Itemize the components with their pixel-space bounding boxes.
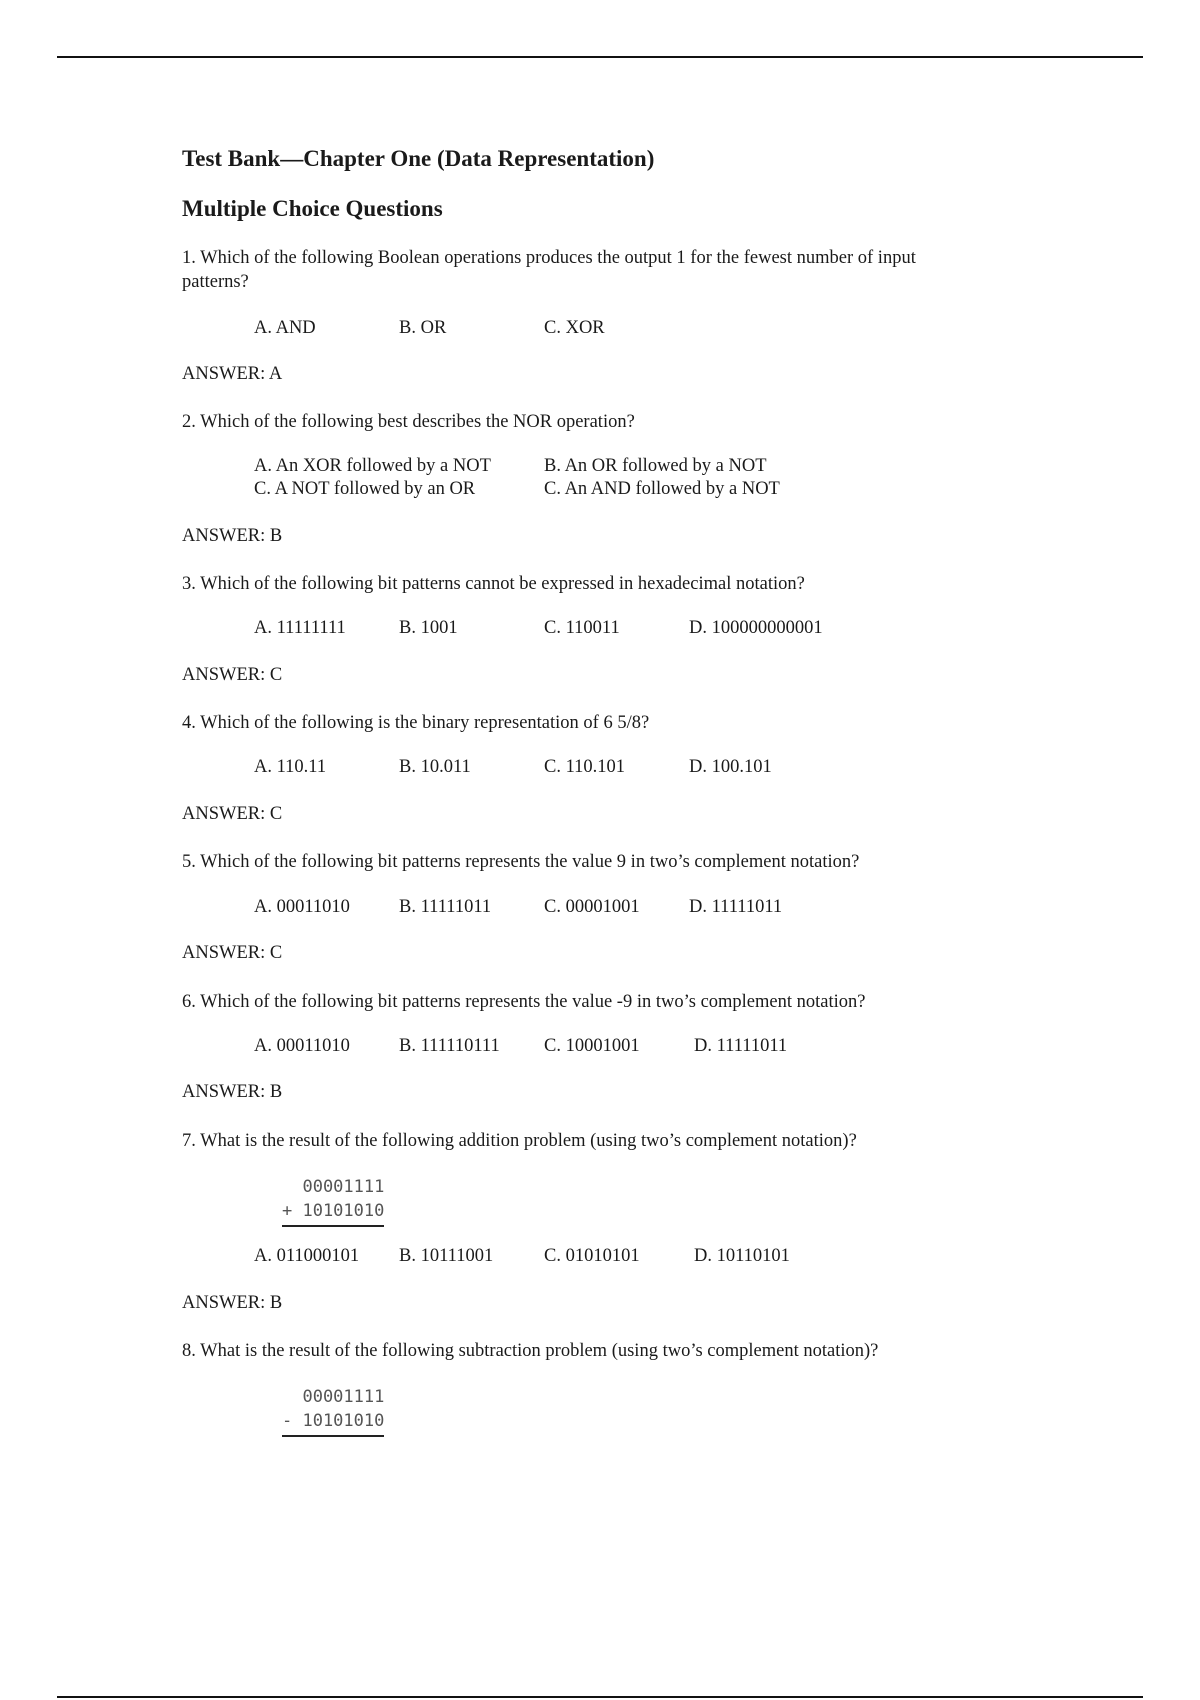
option-c: C. 10001001 [544,1036,640,1056]
question-1: 1. Which of the following Boolean operations produces the output 1 for the fewest number of input patterns? [182,248,916,292]
answer-q3: ANSWER: C [182,665,283,685]
option-a: A. 00011010 [254,897,350,917]
subtraction-problem [282,1385,384,1433]
option-a: A. 00011010 [254,1036,350,1056]
option-b: B. 11111011 [399,897,492,917]
question-3: 3. Which of the following bit patterns cannot be expressed in hexadecimal notation? [182,574,805,594]
option-d: D. 100.101 [689,757,772,777]
answer-q2: ANSWER: B [182,526,283,546]
section-heading: Multiple Choice Questions [182,196,443,221]
operand-bottom: - 10101010 [282,1409,384,1437]
option-c: C. 01010101 [544,1246,640,1266]
option-c: C. 110011 [544,618,620,638]
question-5: 5. Which of the following bit patterns represents the value 9 in two’s complement notation? [182,852,860,872]
option-d: D. 11111011 [694,1036,788,1056]
option-b: B. OR [399,318,447,338]
option-d: D. 100000000001 [689,618,823,638]
top-rule [57,56,1143,58]
option-c: C. A NOT followed by an OR [254,479,476,499]
answer-q4: ANSWER: C [182,804,283,824]
option-b: B. 1001 [399,618,458,638]
option-c-alt: C. An AND followed by a NOT [544,479,780,499]
option-a: A. An XOR followed by a NOT [254,456,491,476]
addition-problem [282,1175,384,1223]
bottom-rule [57,1696,1143,1698]
option-c: C. XOR [544,318,605,338]
option-c: C. 00001001 [544,897,640,917]
option-a: A. 11111111 [254,618,346,638]
option-b: B. 10111001 [399,1246,494,1266]
option-b: B. 10.011 [399,757,471,777]
page-title: Test Bank—Chapter One (Data Representation) [182,146,655,171]
question-4: 4. Which of the following is the binary representation of 6 5/8? [182,713,650,733]
option-c: C. 110.101 [544,757,626,777]
answer-q1: ANSWER: A [182,364,283,384]
question-2: 2. Which of the following best describes the NOR operation? [182,412,635,432]
question-8: 8. What is the result of the following subtraction problem (using two’s complement notation)? [182,1341,879,1361]
answer-q7: ANSWER: B [182,1293,283,1313]
answer-q6: ANSWER: B [182,1082,283,1102]
question-7: 7. What is the result of the following addition problem (using two’s complement notation)? [182,1131,857,1151]
operand-top: 00001111 [282,1177,385,1197]
option-a: A. AND [254,318,316,338]
operand-top: 00001111 [282,1387,385,1407]
option-a: A. 110.11 [254,757,327,777]
option-d: D. 11111011 [689,897,783,917]
operand-bottom: + 10101010 [282,1199,384,1227]
option-a: A. 011000101 [254,1246,360,1266]
option-b: B. 111110111 [399,1036,500,1056]
option-d: D. 10110101 [694,1246,790,1266]
answer-q5: ANSWER: C [182,943,283,963]
option-b: B. An OR followed by a NOT [544,456,767,476]
question-6: 6. Which of the following bit patterns represents the value -9 in two’s complement notation? [182,992,866,1012]
